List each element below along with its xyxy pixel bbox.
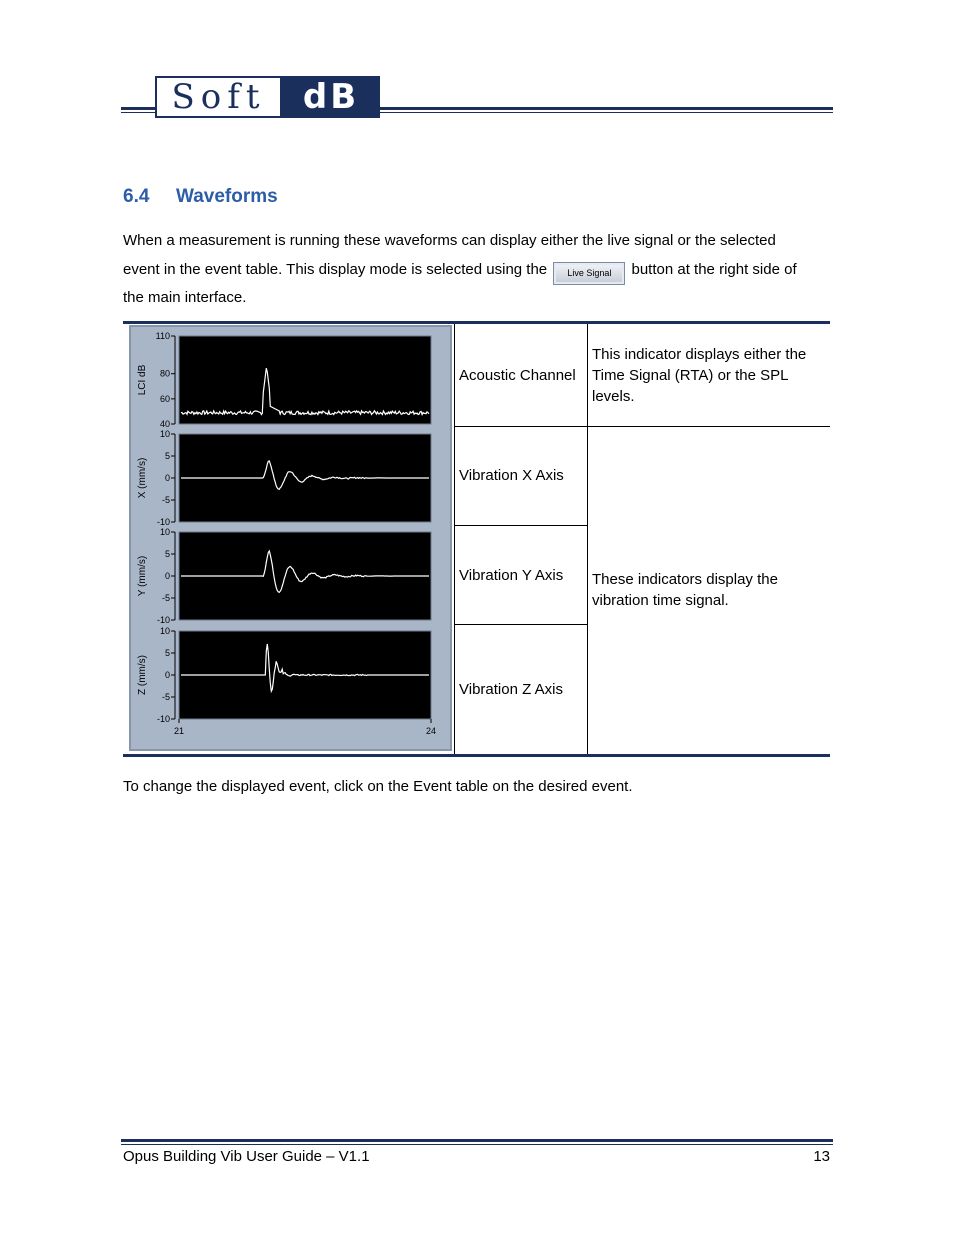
chart-ylabel-3: Z (mm/s) (137, 655, 148, 695)
row-label-vib-y: Vibration Y Axis (459, 567, 564, 584)
intro-line2-before: event in the event table. This display mode is selected using the (123, 261, 548, 278)
chart-tick-label-1-4: -10 (156, 517, 170, 527)
footer-page-number: 13 (813, 1148, 830, 1165)
table-col-divider-1 (454, 324, 455, 754)
chart-tick-label-2-4: -10 (156, 615, 170, 625)
chart-tick-label-1-0: 10 (159, 429, 170, 439)
intro-paragraph (123, 230, 830, 308)
header-rule-left (121, 107, 155, 113)
intro-line3: the main interface. (123, 289, 247, 306)
table-row-divider-2 (454, 525, 587, 526)
chart-tick-label-2-1: 5 (164, 549, 170, 559)
chart-tick-label-0-3: 40 (159, 419, 170, 429)
intro-line1: When a measurement is running these waveforms can display either the live signal or the selected (123, 232, 776, 249)
chart-tick-label-1-1: 5 (164, 451, 170, 461)
chart-tick-label-2-2: 0 (164, 571, 170, 581)
chart-ylabel-1: X (mm/s) (137, 457, 148, 499)
chart-tick-label-2-3: -5 (161, 593, 170, 603)
row-label-vib-z: Vibration Z Axis (459, 681, 563, 698)
chart-plot-area-0 (179, 336, 431, 424)
live-signal-button[interactable]: Live Signal (553, 262, 625, 285)
row-desc-acoustic: This indicator displays either the Time Signal (RTA) or the SPL levels. (592, 346, 807, 405)
chart-tick-label-1-3: -5 (161, 495, 170, 505)
header-rule-right (380, 107, 833, 113)
chart-tick-label-3-3: -5 (161, 692, 170, 702)
row-label-vib-x: Vibration X Axis (459, 467, 564, 484)
table-top-rule (123, 321, 830, 324)
chart-tick-label-0-2: 60 (159, 393, 170, 404)
waveform-charts (131, 327, 454, 753)
chart-tick-label-3-2: 0 (164, 670, 170, 680)
section-number: 6.4 (123, 186, 150, 207)
table-row-divider-3 (454, 624, 587, 625)
logo-db: dB (282, 76, 380, 118)
chart-tick-label-3-0: 10 (159, 626, 170, 636)
chart-ylabel-2: Y (mm/s) (137, 555, 148, 597)
outro-paragraph: To change the displayed event, click on the Event table on the desired event. (123, 778, 633, 795)
chart-tick-label-1-2: 0 (164, 473, 170, 483)
chart-xtick-label-0: 21 (173, 726, 185, 736)
chart-ylabel-0: LCI dB (137, 364, 148, 396)
footer-rule (121, 1139, 833, 1145)
row-desc-vibration: These indicators display the vibration time signal. (592, 571, 778, 609)
intro-line2-after: button at the right side of (631, 261, 797, 278)
section-heading (123, 186, 278, 208)
logo-soft: Soft (155, 76, 282, 118)
section-title: Waveforms (176, 186, 278, 207)
chart-tick-label-2-0: 10 (159, 527, 170, 537)
table-col-divider-2 (587, 324, 588, 754)
waveform-panel (129, 325, 452, 751)
table-bottom-rule (123, 754, 830, 757)
footer-title: Opus Building Vib User Guide – V1.1 (123, 1148, 370, 1165)
chart-xtick-label-1: 24 (425, 726, 437, 736)
table-row-divider-1 (454, 426, 830, 427)
chart-tick-label-0-1: 80 (159, 368, 170, 379)
chart-tick-label-0-0: 110 (155, 331, 170, 341)
chart-tick-label-3-1: 5 (164, 648, 170, 658)
row-label-acoustic: Acoustic Channel (459, 367, 576, 384)
chart-tick-label-3-4: -10 (156, 714, 170, 724)
